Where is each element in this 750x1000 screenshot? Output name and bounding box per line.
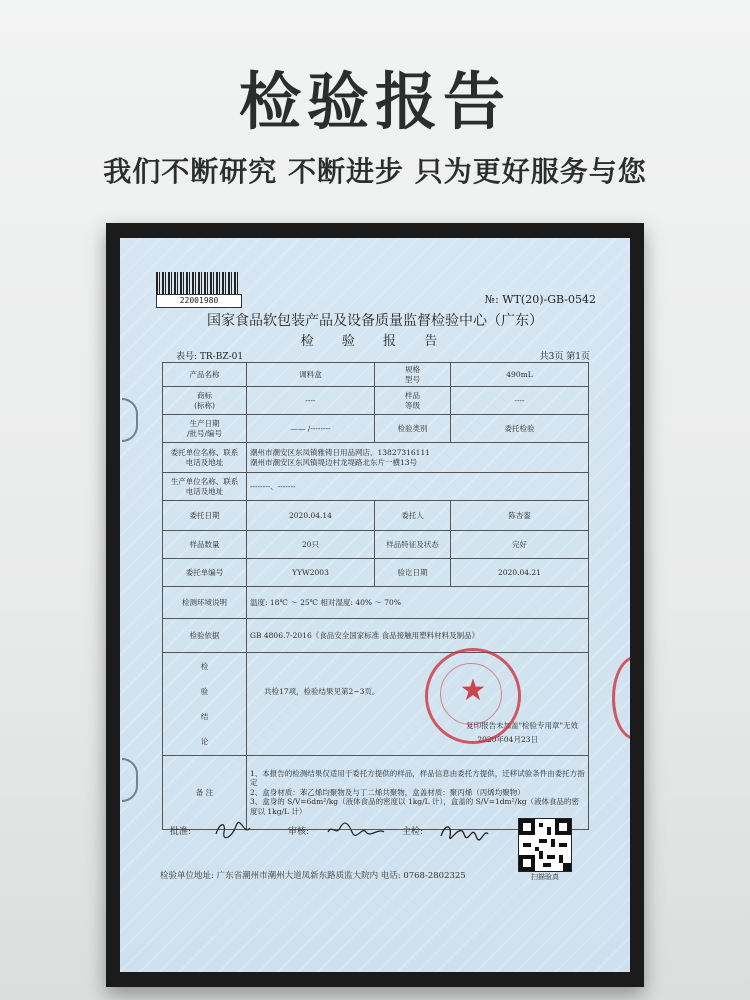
sample-qty-value: 20只 <box>247 531 375 559</box>
page-info: 共3页 第1页 <box>539 352 590 362</box>
official-seal <box>425 648 521 744</box>
table-row <box>163 473 589 501</box>
sample-state-value: 完好 <box>451 531 589 559</box>
conclusion-cell <box>247 653 589 756</box>
barcode-number: 22001980 <box>156 294 242 308</box>
conclusion-date: 2020年04月23日 <box>477 735 538 744</box>
review-label: 审核: <box>288 827 310 837</box>
reviewer-signature <box>326 818 386 842</box>
copy-note: 复印报告未加盖"检验专用章"无效 <box>466 721 578 730</box>
entrusted-by-value: 陈杏銮 <box>451 501 589 531</box>
qr-caption: 扫描验真 <box>531 873 559 881</box>
page-title: 检验报告 <box>238 65 511 138</box>
sample-qty-label: 样品数量 <box>163 531 247 559</box>
order-no-label: 委托单编号 <box>163 559 247 587</box>
table-row <box>163 531 589 559</box>
client-value: 潮州市潮安区东凤镇雅铸日用品网店、13827316111 潮州市潮安区东风镇堤边村龙堤路北东片一横13号 <box>247 443 589 473</box>
report-title: 检 验 报 告 <box>300 334 450 349</box>
table-row <box>163 587 589 619</box>
client-label: 委托单位名称、联系 电话及地址 <box>163 443 247 473</box>
environment-label: 检测环境说明 <box>163 587 247 619</box>
form-number: 表号: TR-BZ-01 <box>176 352 244 362</box>
certificate-paper <box>120 238 630 972</box>
inspection-address: 检验单位地址: 广东省潮州市潮州大道凤新东路质监大院内 电话: 0768-2802325 <box>160 871 466 881</box>
remarks-label: 备 注 <box>163 756 247 830</box>
basis-label: 检验依据 <box>163 619 247 653</box>
inspection-center-name: 国家食品软包装产品及设备质量监督检验中心（广东） <box>207 313 543 329</box>
table-row <box>163 559 589 587</box>
producer-label: 生产单位名称、联系 电话及地址 <box>163 473 247 501</box>
product-name-label: 产品名称 <box>163 363 247 387</box>
environment-value: 温度: 18℃ ～ 25℃ 相对湿度: 40% ～ 70% <box>247 587 589 619</box>
table-row <box>163 501 589 531</box>
sample-grade-label: 样品 等级 <box>375 387 451 415</box>
binder-clip <box>122 398 138 442</box>
inspector-signature <box>438 818 490 844</box>
production-date-value: —— /-------- <box>247 415 375 443</box>
binder-clip <box>122 758 138 802</box>
page-subtitle: 我们不断研究 不断进步 只为更好服务与您 <box>103 155 647 188</box>
finish-date-value: 2020.04.21 <box>451 559 589 587</box>
product-name-value: 调料盒 <box>247 363 375 387</box>
spec-label: 规格 型号 <box>375 363 451 387</box>
trademark-label: 商标 (标称) <box>163 387 247 415</box>
table-row <box>163 387 589 415</box>
table-row <box>163 653 589 756</box>
approver-signature <box>212 818 254 842</box>
order-no-value: YYW2003 <box>247 559 375 587</box>
inspection-type-value: 委托检验 <box>451 415 589 443</box>
qr-code[interactable] <box>518 818 572 872</box>
sample-state-label: 样品特征及状态 <box>375 531 451 559</box>
table-row <box>163 619 589 653</box>
approve-label: 批准: <box>170 827 192 837</box>
inspector-label: 主检: <box>402 827 424 837</box>
sample-grade-value: ---- <box>451 387 589 415</box>
qr-code-icon <box>519 819 571 871</box>
conclusion-label: 检 验 结 论 <box>163 653 247 756</box>
barcode-image <box>156 272 240 296</box>
basis-value: GB 4806.7-2016《食品安全国家标准 食品接触用塑料材料及制品》 <box>247 619 589 653</box>
table-row <box>163 443 589 473</box>
report-table <box>162 362 589 830</box>
conclusion-value: 共检17项，检验结果见第2~3页。 <box>264 687 380 696</box>
report-number: №: WT(20)-GB-0542 <box>484 293 596 306</box>
remarks-value: 1、本报告的检测结果仅适用于委托方提供的样品，样品信息由委托方提供，迁移试验条件由委托方指定 2、盒身材质：苯乙烯均聚物及与丁二烯共聚物，盒盖材质：聚丙烯（丙烯均聚物） 3、盒身的 S/V=6dm²/kg（液体食品的密度以 1kg/L 计），盒盖的 S/V=1dm²/kg（液体食品的密度以 1kg/L 计） <box>247 756 589 830</box>
spec-value: 490mL <box>451 363 589 387</box>
entrusted-by-label: 委托人 <box>375 501 451 531</box>
producer-value: --------、------- <box>247 473 589 501</box>
star-icon: ★ <box>459 673 487 708</box>
official-seal-partial <box>612 656 630 740</box>
table-row <box>163 415 589 443</box>
entrust-date-value: 2020.04.14 <box>247 501 375 531</box>
inspection-type-label: 检验类别 <box>375 415 451 443</box>
finish-date-label: 验讫日期 <box>375 559 451 587</box>
production-date-label: 生产日期 /批号/编号 <box>163 415 247 443</box>
trademark-value: ---- <box>247 387 375 415</box>
entrust-date-label: 委托日期 <box>163 501 247 531</box>
table-row <box>163 363 589 387</box>
